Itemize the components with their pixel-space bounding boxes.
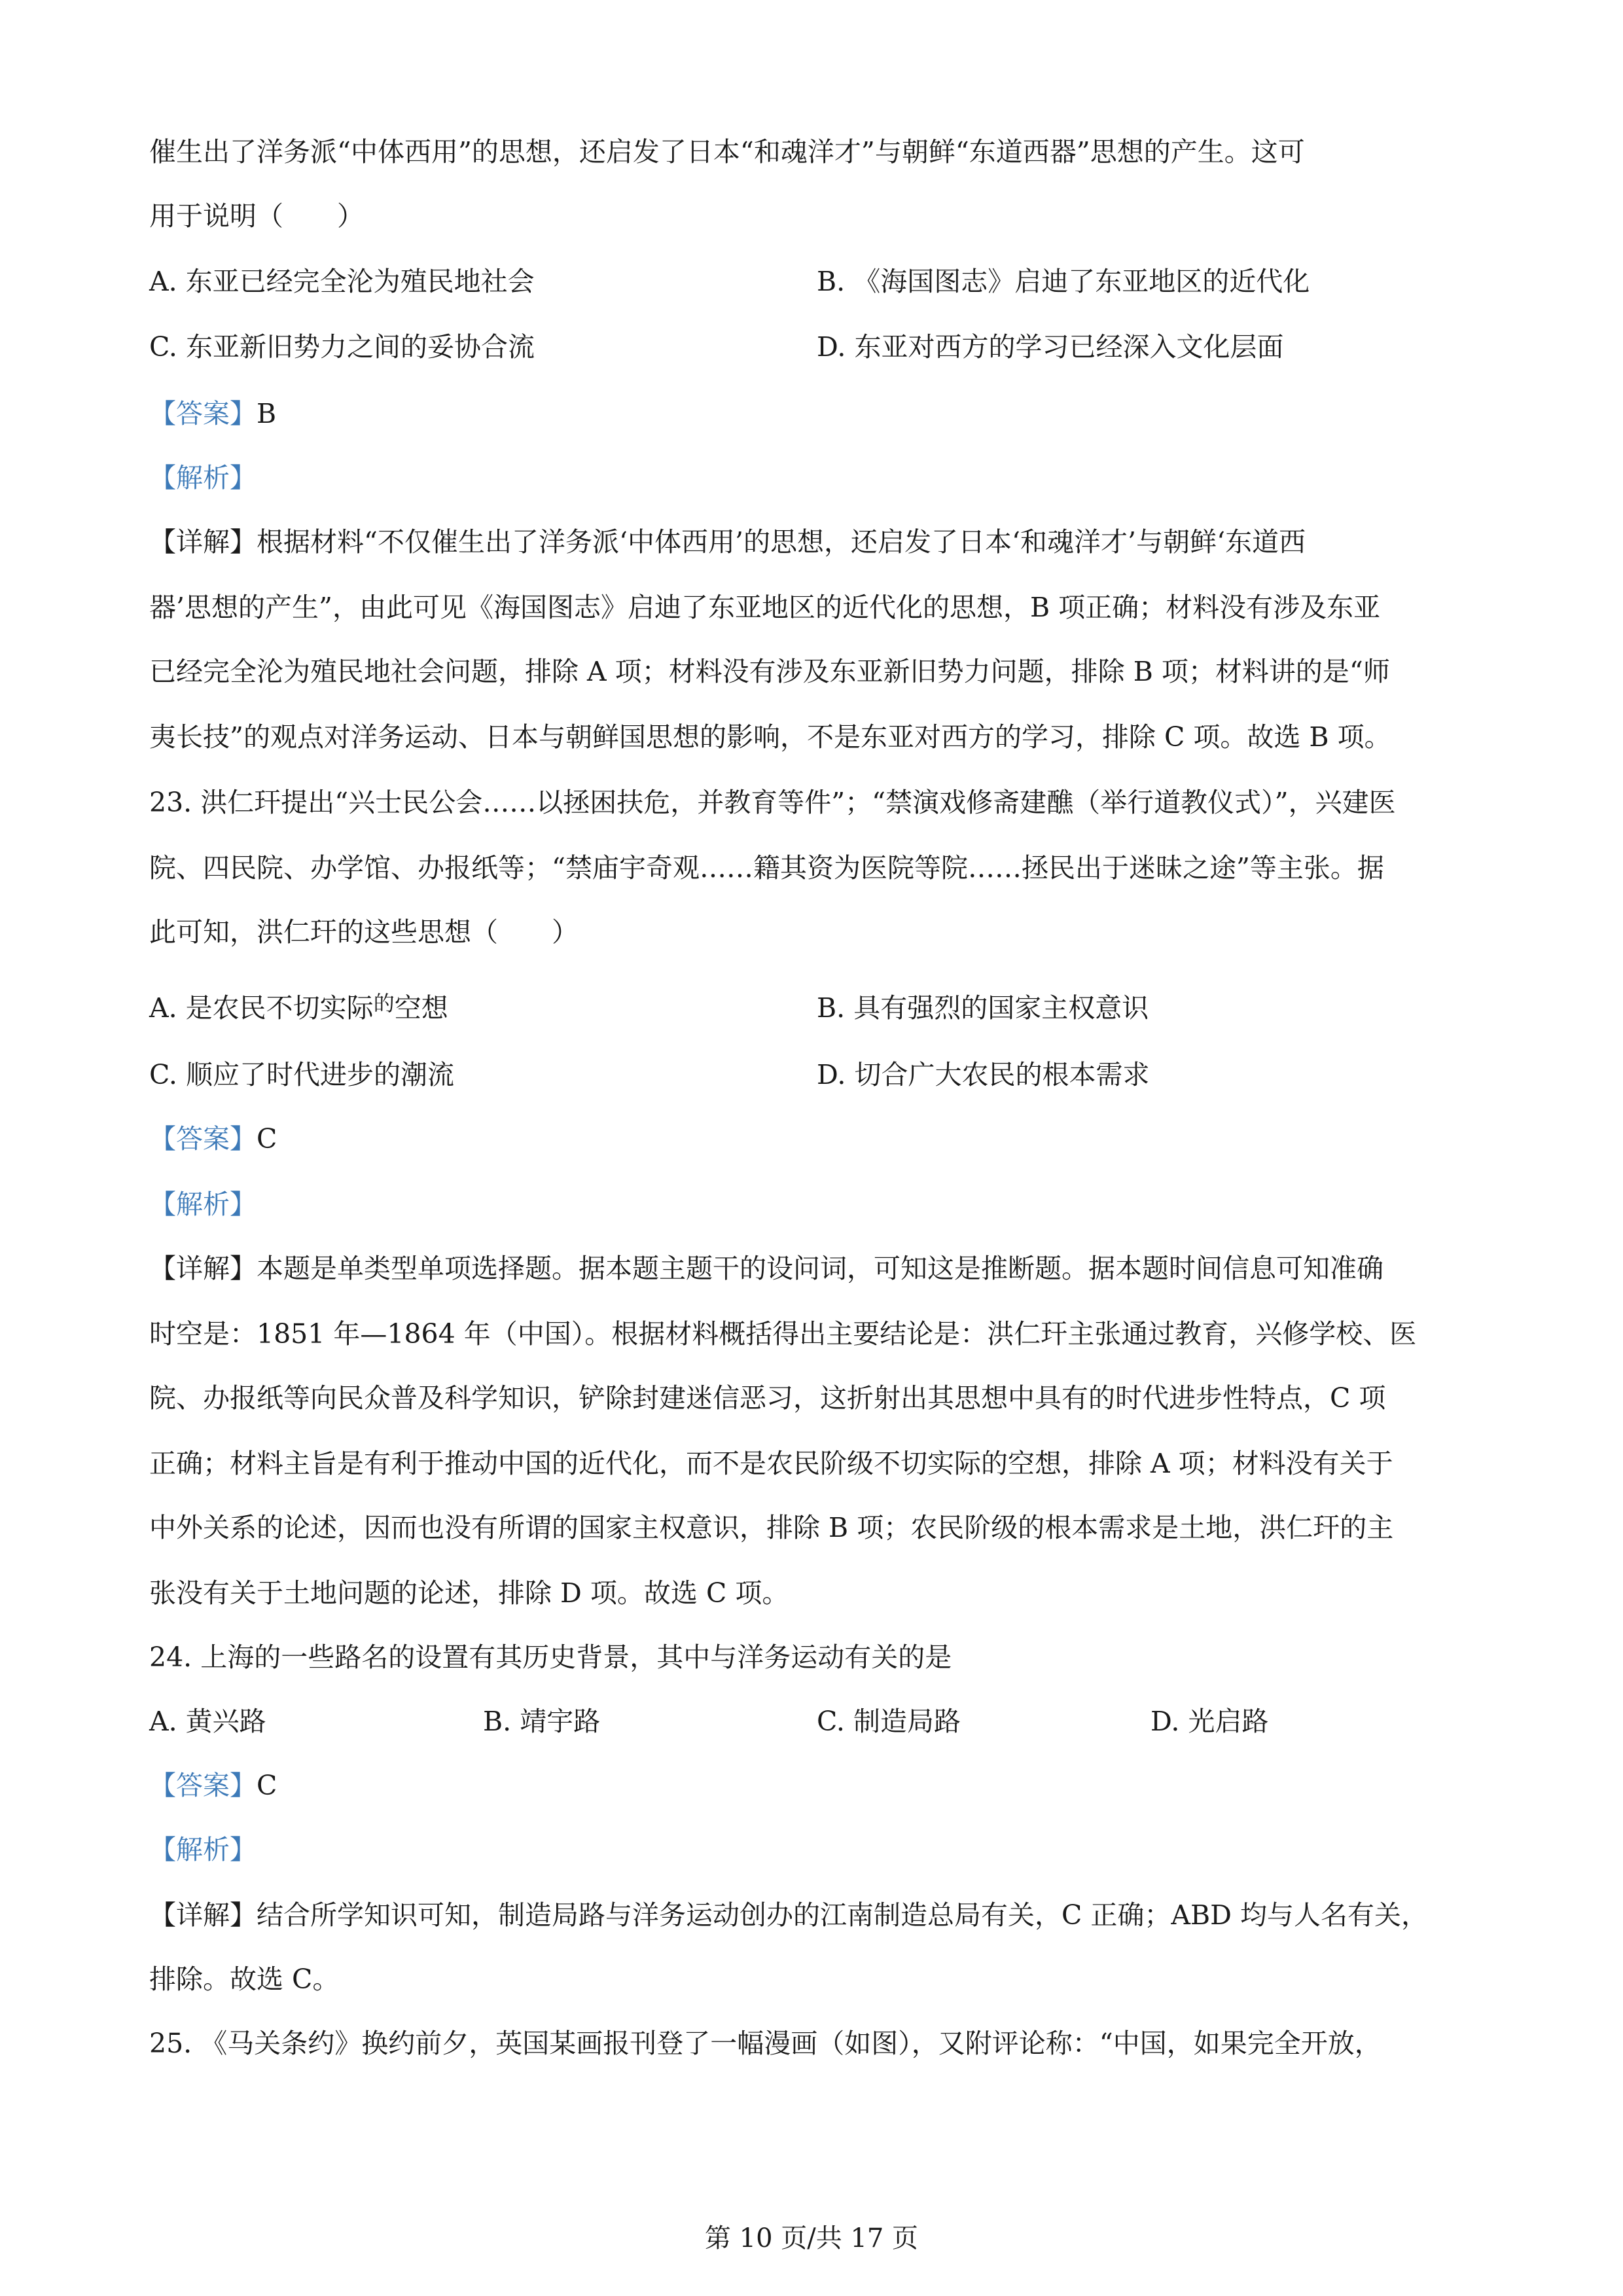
q22-detail-line-1: 【详解】根据材料“不仅催生出了洋务派‘中体西用’的思想，还启发了日本‘和魂洋才’与朝鲜‘东道西 — [149, 526, 1306, 558]
q23-option-c: C. 顺应了时代进步的潮流 — [149, 1059, 454, 1090]
q22-stem-line-1: 催生出了洋务派“中体西用”的思想，还启发了日本“和魂洋才”与朝鲜“东道西器”思想的产生。这可 — [149, 136, 1305, 168]
q24-answer — [149, 1767, 277, 1804]
q23-detail-line-5: 中外关系的论述，因而也没有所谓的国家主权意识，排除 B 项；农民阶级的根本需求是土地，洪仁玕的主 — [149, 1512, 1394, 1543]
q22-detail-line-2: 器’思想的产生”，由此可见《海国图志》启迪了东亚地区的近代化的思想，B 项正确；材料没有涉及东亚 — [149, 592, 1381, 623]
q24-option-a: A. 黄兴路 — [149, 1706, 266, 1737]
answer-value: C — [257, 1123, 277, 1155]
q22-stem-line-2: 用于说明（ ） — [149, 200, 364, 232]
q23-answer — [149, 1120, 277, 1158]
q23-option-b: B. 具有强烈的国家主权意识 — [817, 992, 1149, 1024]
answer-tag: 【答案】 — [149, 398, 257, 429]
q22-detail-line-3: 已经完全沦为殖民地社会问题，排除 A 项；材料没有涉及东亚新旧势力问题，排除 B 项；材料讲的是“师 — [149, 656, 1390, 687]
q22-option-b: B. 《海国图志》启迪了东亚地区的近代化 — [817, 266, 1310, 297]
q23-detail-line-3: 院、办报纸等向民众普及科学知识，铲除封建迷信恶习，这折射出其思想中具有的时代进步性特点，C 项 — [149, 1382, 1386, 1414]
q24-detail-line-2: 排除。故选 C。 — [149, 1964, 340, 1995]
q25-stem: 25. 《马关条约》换约前夕，英国某画报刊登了一幅漫画（如图），又附评论称：“中国，如果完全开放， — [149, 2028, 1382, 2059]
detail-tag: 【详解】 — [149, 1899, 257, 1931]
answer-tag: 【答案】 — [149, 1770, 257, 1801]
detail-tag: 【详解】 — [149, 526, 257, 558]
q22-analysis-tag: 【解析】 — [149, 462, 257, 493]
page-footer: 第 10 页/共 17 页 — [704, 2223, 919, 2253]
q23-stem-line-3: 此可知，洪仁玕的这些思想（ ） — [149, 916, 579, 948]
q22-option-d: D. 东亚对西方的学习已经深入文化层面 — [817, 331, 1284, 363]
q24-analysis-tag: 【解析】 — [149, 1834, 257, 1865]
q23-detail-line-6: 张没有关于土地问题的论述，排除 D 项。故选 C 项。 — [149, 1577, 789, 1609]
q22-answer — [149, 395, 276, 433]
q24-detail-line-1: 【详解】结合所学知识可知，制造局路与洋务运动创办的江南制造总局有关，C 正确；ABD 均与人名有关， — [149, 1899, 1429, 1931]
q23-analysis-tag: 【解析】 — [149, 1189, 257, 1220]
q23-option-a: A. 是农民不切实际$^的$空想 — [149, 991, 448, 1024]
q23-detail-line-2: 时空是：1851 年—1864 年（中国）。根据材料概括得出主要结论是：洪仁玕主张通过教育，兴修学校、医 — [149, 1318, 1417, 1350]
q22-detail-line-4: 夷长技”的观点对洋务运动、日本与朝鲜国思想的影响，不是东亚对西方的学习，排除 C 项。故选 B 项。 — [149, 721, 1391, 753]
q23-detail-line-4: 正确；材料主旨是有利于推动中国的近代化，而不是农民阶级不切实际的空想，排除 A 项；材料没有关于 — [149, 1448, 1393, 1479]
q23-stem-line-1: 23. 洪仁玕提出“兴士民公会……以拯困扶危，并教育等件”；“禁演戏修斋建醮（举行道教仪式）”，兴建医 — [149, 787, 1396, 818]
q23-stem-line-2: 院、四民院、办学馆、办报纸等；“禁庙宇奇观……籍其资为医院等院……拯民出于迷昧之途”等主张。据 — [149, 852, 1384, 884]
q22-option-a: A. 东亚已经完全沦为殖民地社会 — [149, 266, 535, 297]
detail-tag: 【详解】 — [149, 1253, 257, 1284]
q23-detail-line-1: 【详解】本题是单类型单项选择题。据本题主题干的设问词，可知这是推断题。据本题时间信息可知准确 — [149, 1253, 1383, 1284]
q23-option-d: D. 切合广大农民的根本需求 — [817, 1059, 1150, 1090]
q24-option-b: B. 靖宇路 — [483, 1706, 601, 1737]
answer-tag: 【答案】 — [149, 1123, 257, 1155]
q22-option-c: C. 东亚新旧势力之间的妥协合流 — [149, 331, 535, 363]
q24-stem: 24. 上海的一些路名的设置有其历史背景，其中与洋务运动有关的是 — [149, 1641, 952, 1673]
answer-value: C — [257, 1770, 277, 1801]
q24-option-c: C. 制造局路 — [817, 1706, 961, 1737]
q24-option-d: D. 光启路 — [1150, 1706, 1269, 1737]
answer-value: B — [257, 398, 277, 429]
